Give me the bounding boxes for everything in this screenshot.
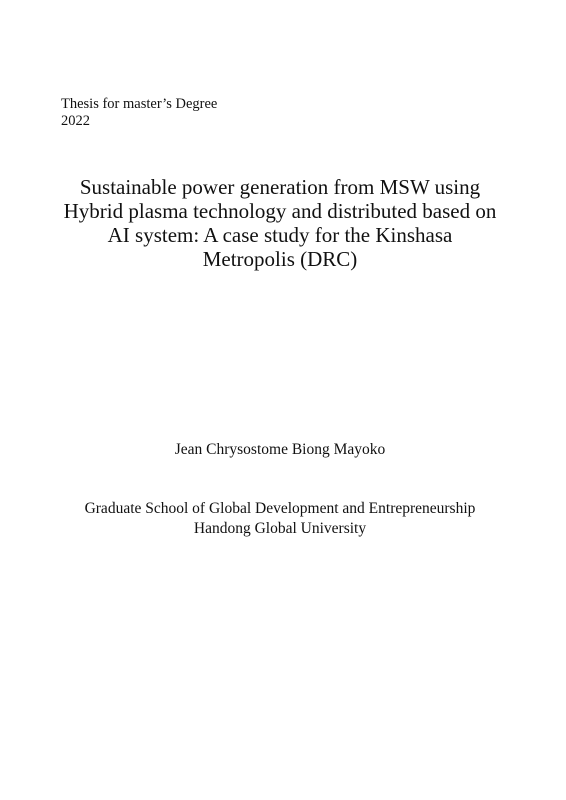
thesis-type-block: [61, 96, 217, 130]
title-line-1: Sustainable power generation from MSW using: [79, 175, 481, 199]
title-line-3: AI system: A case study for the Kinshasa: [107, 223, 453, 247]
title-line-4: Metropolis (DRC): [202, 247, 358, 271]
thesis-year: 2022: [61, 113, 90, 129]
title-line-2: Hybrid plasma technology and distributed based on: [63, 199, 497, 223]
graduate-school: Graduate School of Global Development and Entrepreneurship: [84, 500, 476, 517]
affiliation-block: [0, 499, 560, 539]
university-name: Handong Global University: [193, 520, 367, 537]
degree-line: Thesis for master’s Degree: [61, 96, 218, 112]
author-name: Jean Chrysostome Biong Mayoko: [174, 441, 386, 458]
thesis-title: [30, 175, 530, 271]
